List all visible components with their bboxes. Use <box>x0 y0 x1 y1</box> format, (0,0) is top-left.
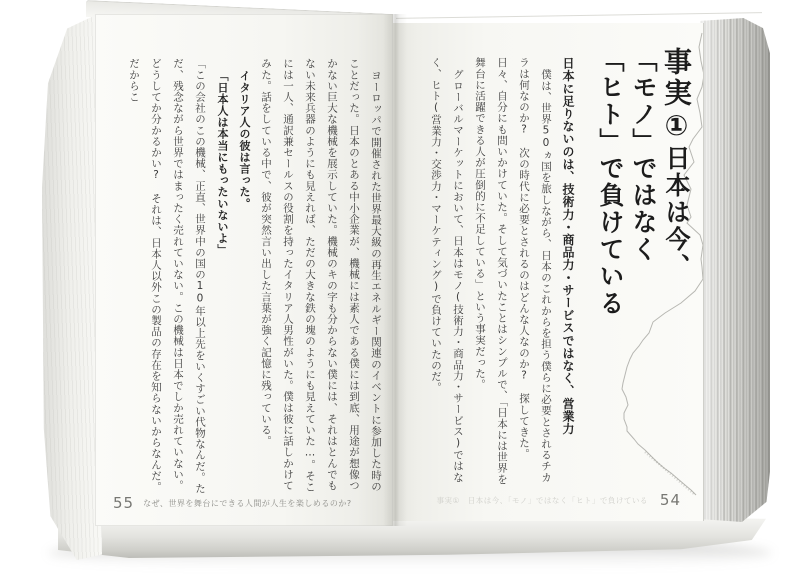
right-page-stack-edge <box>700 18 770 522</box>
left-page <box>95 14 393 526</box>
running-title: 事実① 日本は今、「モノ」ではなく「ヒト」で負けている <box>436 495 648 505</box>
page-number-54: 54 <box>659 491 681 509</box>
chapter-heading <box>594 47 693 365</box>
left-page-body-text <box>125 58 387 500</box>
paragraph: ヨーロッパで開催された世界最大級の再生エネルギー関連のイベントに参加した時のことだった。日本のとある中小企業が、機械には素人である僕には到底、用途が想像つかない巨大な機械を展示していた。機械のキの字も分からない僕には、それはとんでもない未来兵器のようにも見えれば、ただの大きな鉄の塊のようにも見えていた…。そこには一人、通訳兼セールスの役割を持ったイタリア人男性がいた。僕は彼に話しかけてみた。話をしている中で、彼が突然言い出した言葉が強く記憶に残っている。 <box>260 58 382 493</box>
lead-sentence: 日本に足りないのは、技術力・商品力・サービスではなく、営業力 <box>561 57 575 435</box>
chapter-number: 事実① <box>660 47 693 145</box>
right-page-body-text <box>403 57 579 491</box>
tiny-caption-along-line <box>645 452 694 494</box>
footer-caption: なぜ、世界を舞台にできる人間が人生を楽しめるのか? <box>143 498 352 508</box>
page-number-55: 55 <box>113 494 135 512</box>
left-page-footer <box>113 494 352 512</box>
edge-shading <box>700 18 770 522</box>
left-page-stack-edge <box>42 12 102 560</box>
chapter-title-part: 日本は今、 <box>662 145 691 280</box>
right-page-footer <box>437 491 682 509</box>
emphasis-quote: 「日本人は本当にもったいないよ」 <box>216 70 229 256</box>
paragraph: 僕は、世界50ヵ国を旅しながら、日本のこれからを担う僕らに必要とされるチカラは何なのか? 次の時代に必要とされるのはどんな人なのか? 探してきた。日々、自分にも問いかけていた。そして気づいたことはシンプルで、「日本には世界を舞台に活躍できる人が圧倒的に不足している」という事実だった。 <box>474 57 552 485</box>
chapter-title-line-1 <box>660 47 693 365</box>
right-page <box>393 23 704 521</box>
chapter-title-line-3: 「ヒト」で負けている <box>596 47 625 317</box>
paragraph: 「この会社のこの機械、正直、世界中の国の10年以上先をいくすごい代物なんだ。ただ、残念ながら世界ではまったく売れていない。この機械は日本でしか売れていない。どうしてか分かるかい? それは、日本人以外この製品の存在を知らないからなんだ。だからこ <box>128 58 206 494</box>
emphasis-line: イタリア人の彼は言った。 <box>238 70 251 210</box>
paragraph: グローバルマーケットにおいて、日本はモノ(技術力・商品力・サービス)ではなく、ヒト(営業力・交渉力・マーケティング)で負けていたのだ。 <box>430 57 464 483</box>
chapter-title-line-2: 「モノ」ではなく <box>629 47 658 263</box>
